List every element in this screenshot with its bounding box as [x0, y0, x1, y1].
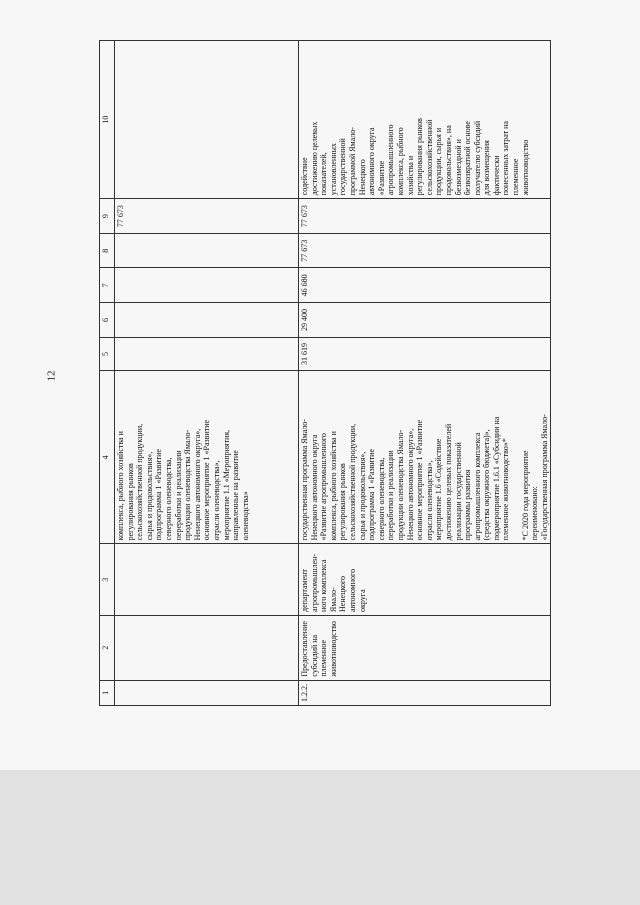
cell-empty	[115, 41, 299, 199]
cell-empty	[115, 337, 299, 370]
col-header-1: 1	[100, 680, 115, 705]
cell-purpose: содействие достижению целевых показателей, установленных государственной программой Ямало- Ненецкого автономного округа «Развитие агропромышленного комплекса, рыбного хозяйства и регулирования рынков сельскохозяйственной продукции, сырья и продовольствия», на безвозмездной и безвозвратной основе получателю субсидий для возмещения фактически понесенных затрат на племенное животноводство	[299, 41, 551, 199]
cell-item-number: 1.2.2.	[299, 680, 551, 705]
cell-empty	[115, 233, 299, 268]
col-header-2: 2	[100, 615, 115, 680]
cell-value: 46 680	[299, 268, 551, 303]
col-header-5: 5	[100, 337, 115, 370]
cell-value: 31 619	[299, 337, 551, 370]
cell-empty	[115, 268, 299, 303]
cell-executor: департамент агропромышлен- ного комплекса Ямало- Ненецкого автономного округа	[299, 544, 551, 616]
program-table	[99, 40, 551, 706]
cell-value: 77 673	[299, 233, 551, 268]
cell-empty	[115, 615, 299, 680]
table-row-continued	[115, 41, 299, 706]
cell-value: 77 673	[115, 199, 299, 234]
cell-program-description: комплекса, рыбного хозяйства и регулирования рынков сельскохозяйственной продукции, сырья и продовольствия», подпрограмма 1 «Развитие северного оленеводства, переработки и реализации продукции оленеводства Ямало- Ненецкого автономного округа», основное мероприятие 1 «Развитие отрасли оленеводства», мероприятие 1.1 «Мероприятия, направленные на развитие оленеводства»	[115, 371, 299, 544]
col-header-7: 7	[100, 268, 115, 303]
cell-value: 29 400	[299, 303, 551, 338]
col-header-9: 9	[100, 199, 115, 234]
page-number: 12	[45, 370, 58, 382]
col-header-4: 4	[100, 371, 115, 544]
cell-value: 77 673	[299, 199, 551, 234]
cell-empty	[115, 680, 299, 705]
header-row	[100, 41, 115, 706]
cell-empty	[115, 303, 299, 338]
cell-item-name: Предоставление субсидий на племенное животноводство	[299, 615, 551, 680]
col-header-3: 3	[100, 544, 115, 616]
rotated-table-container	[99, 40, 605, 706]
cell-empty	[115, 544, 299, 616]
table-row-1-2-2	[299, 41, 551, 706]
cell-program-description: государственная программа Ямало- Ненецкого автономного округа «Развитие агропромышленного комплекса, рыбного хозяйства и регулирования рынков сельскохозяйственной продукции, сырья и продовольствия», подпрограмма 1 «Развитие северного оленеводства, переработки и реализации продукции оленеводства Ямало- Ненецкого автономного округа», основное мероприятие 1 «Развитие отрасли оленеводства», мероприятие 1.6 «Содействие достижению целевых показателей реализации государственной программы развития агропромышленного комплекса (средства окружного бюджета)», подмероприятие 1.6.1 «Субсидии на племенное животноводство»* *С 2020 года мероприятие переименовано: «Государственная программа Ямало-	[299, 371, 551, 544]
scan-background	[0, 770, 640, 905]
col-header-10: 10	[100, 41, 115, 199]
col-header-8: 8	[100, 233, 115, 268]
col-header-6: 6	[100, 303, 115, 338]
